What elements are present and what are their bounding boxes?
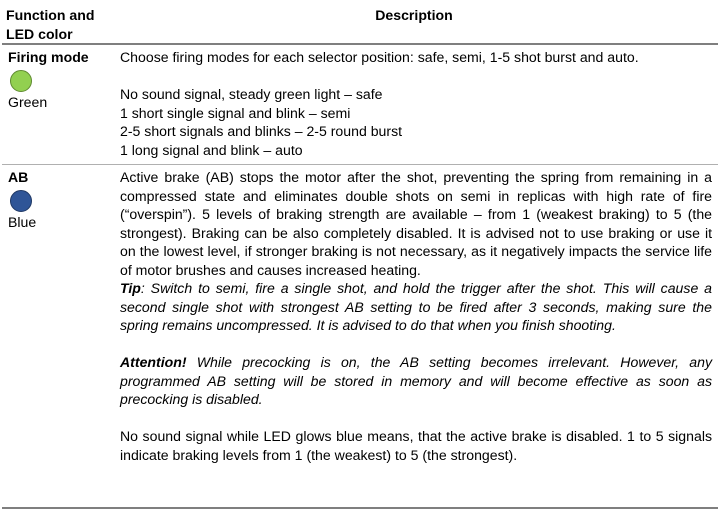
firing-mode-intro: Choose firing modes for each selector position: safe, semi, 1-5 shot burst and auto. — [120, 49, 639, 65]
signal-safe: No sound signal, steady green light – safe — [120, 86, 383, 102]
function-name: Firing mode — [8, 49, 89, 65]
led-color-label: Green — [8, 93, 48, 110]
function-name: AB — [8, 169, 29, 185]
function-cell — [2, 165, 110, 465]
brake-signal-note: No sound signal while LED glows blue means, that the active brake is disabled. 1 to 5 signals indicate braking levels from 1 (the weakest) to 5 (the strongest). — [120, 428, 712, 463]
table-bottom-rule — [2, 507, 718, 509]
signal-auto: 1 long signal and blink – auto — [120, 141, 303, 158]
header-function-led-color: Function and LED color — [6, 7, 95, 42]
tip-text: : Switch to semi, fire a single shot, and hold the trigger after the shot. This will cause a second single shot with strongest AB setting to be fired after 3 seconds, making sure the spring remains uncompressed. It is advised to do that when you finish shooting. — [120, 280, 712, 333]
tip-label: Tip — [120, 280, 141, 296]
active-brake-description: Active brake (AB) stops the motor after the shot, preventing the spring from remaining in a compressed state and eliminates double shots on semi in replicas with high rate of fire (“overspin”). 5 levels of braking strength are available – from 1 (weakest braking) to 5 (the strongest). Braking can be also completely disabled. It is advised not to use braking or use it on the lowest level, if stronger braking is not necessary, as it negatively impacts the service life of motor brushes and causes increased heating. — [120, 169, 712, 278]
description-cell — [110, 44, 718, 165]
table-row-firing-mode — [2, 44, 718, 165]
signal-burst: 2-5 short signals and blinks – 2-5 round burst — [120, 123, 403, 139]
led-color-label: Blue — [8, 213, 37, 230]
function-cell — [2, 44, 110, 165]
table-header-row — [2, 2, 718, 44]
description-cell — [110, 165, 718, 465]
tip-paragraph — [120, 279, 712, 335]
green-led-dot-icon — [10, 70, 32, 92]
blue-led-dot-icon — [10, 190, 32, 212]
attention-label: Attention! — [120, 354, 187, 370]
attention-text: While precocking is on, the AB setting becomes irrelevant. However, any programmed AB setting will be stored in memory and will become effective as soon as precocking is disabled. — [120, 354, 712, 407]
table-row-active-brake — [2, 165, 718, 465]
function-led-table — [2, 2, 718, 464]
attention-paragraph — [120, 353, 712, 409]
header-description: Description — [375, 7, 453, 23]
signal-semi: 1 short single signal and blink – semi — [120, 104, 351, 121]
